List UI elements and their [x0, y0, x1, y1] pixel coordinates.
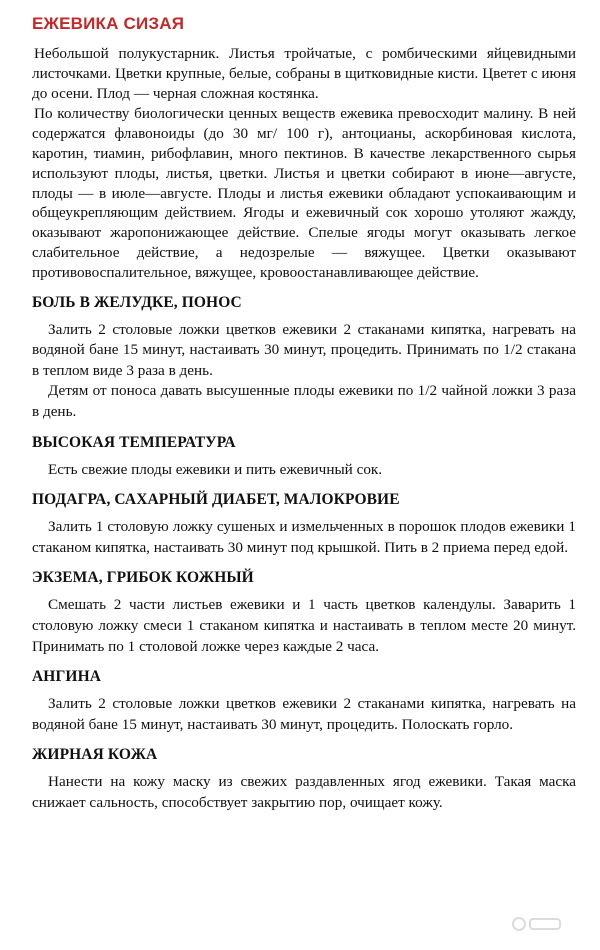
intro-paragraph-2: По количеству биологически ценных веществ ежевика превосходит малину. В ней содержатся флавоноиды (до 30 мг/ 100 г), антоцианы, аскорбиновая кислота, каротин, тиамин, рибофлавин, много пектинов. В качестве лекарственного сырья используют плоды, листья, цветки. Листья и цветки собирают в июне—августе, плоды — в июле—августе. Плоды и листья ежевики обладают успокаивающим и общеукрепляющим действием. Ягоды и ежевичный сок хорошо утоляют жажду, оказывают жаропонижающее действие. Спелые ягоды могут оказывать легкое слабительное действие, а недозрелые — вяжущее. Цветки оказывают противовоспалительное, вяжущее, кровоостанавливающее действие. — [32, 105, 576, 281]
recipe-paragraph: Есть свежие плоды ежевики и пить ежевичный сок. — [48, 460, 383, 478]
section-angina — [32, 667, 576, 735]
section-gout-diabetes — [32, 490, 576, 558]
recipe-paragraph: Нанести на кожу маску из свежих раздавленных ягод ежевики. Такая маска снижает сальность, способствует закрытию пор, очищает кожу. — [32, 773, 576, 811]
recipe-paragraph: Залить 2 столовые ложки цветков ежевики 2 стаканами кипятка, нагревать на водяной бане 15 минут, настаивать 30 минут, процедить. Полоскать горло. — [32, 695, 576, 733]
section-heading: АНГИНА — [32, 668, 102, 686]
recipe-paragraph: Детям от поноса давать высушенные плоды ежевики по 1/2 чайной ложки 3 раза в день. — [32, 382, 576, 420]
section-heading: ВЫСОКАЯ ТЕМПЕРАТУРА — [32, 433, 236, 451]
intro-paragraph-1: Небольшой полукустарник. Листья тройчатые, с ромбическими яйцевидными листочками. Цветки крупные, белые, собраны в щитковидные кисти. Цветет с июня до осени. Плод — черная сложная костянка. — [32, 45, 576, 102]
section-heading: ЭКЗЕМА, ГРИБОК КОЖНЫЙ — [32, 569, 254, 587]
recipe-paragraph: Смешать 2 части листьев ежевики и 1 часть цветков календулы. Заварить 1 столовую ложку смеси 1 стаканом кипятка и настаивать в теплом месте 20 минут. Принимать по 1 столовой ложке через каждые 2 часа. — [32, 596, 576, 655]
watermark-icon — [510, 914, 564, 934]
section-high-temperature — [32, 433, 576, 481]
section-heading: ПОДАГРА, САХАРНЫЙ ДИАБЕТ, МАЛОКРОВИЕ — [32, 491, 400, 509]
section-oily-skin — [32, 745, 576, 813]
recipe-paragraph: Залить 1 столовую ложку сушеных и измельченных в порошок плодов ежевики 1 стаканом кипятка, настаивать 30 минут под крышкой. Пить в 2 приема перед едой. — [32, 518, 576, 556]
section-heading: БОЛЬ В ЖЕЛУДКЕ, ПОНОС — [32, 293, 242, 311]
section-heading: ЖИРНАЯ КОЖА — [32, 746, 158, 764]
section-stomach-pain — [32, 293, 576, 423]
section-eczema-fungus — [32, 568, 576, 657]
page-title: ЕЖЕВИКА СИЗАЯ — [32, 14, 185, 33]
recipe-paragraph: Залить 2 столовые ложки цветков ежевики 2 стаканами кипятка, нагревать на водяной бане 15 минут, настаивать 30 минут, процедить. Принимать по 1/2 стакана в теплом виде 3 раза в день. — [32, 320, 576, 379]
